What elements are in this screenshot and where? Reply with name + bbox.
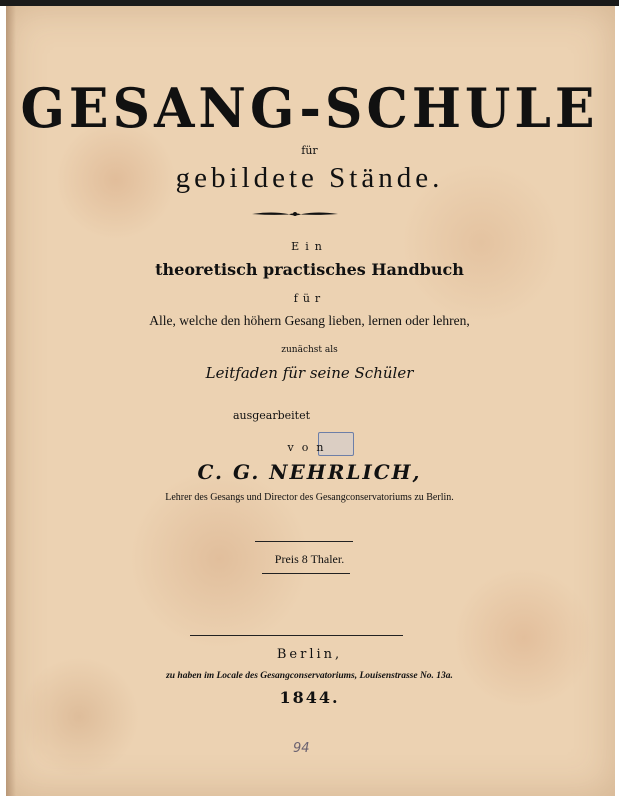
fuer-line-1: für (301, 144, 318, 157)
handbuch-line: theoretisch practisches Handbuch (155, 260, 464, 279)
year-line: 1844. (279, 688, 340, 707)
price-line: Preis 8 Thaler. (274, 552, 345, 566)
pencil-mark: 94 (293, 741, 310, 756)
zunaechst-line: zunächst als (281, 345, 338, 355)
von-line: von (287, 441, 332, 454)
author-name: C. G. NEHRLICH, (197, 460, 422, 484)
place-line: Berlin, (276, 647, 343, 662)
book-title: GESANG-SCHULE (20, 76, 599, 141)
price-rule-top (255, 541, 353, 542)
ein-line: Ein (291, 240, 328, 253)
audience-line: Alle, welche den höhern Gesang lieben, lernen oder lehren, (149, 313, 470, 328)
fuer-line-2: für (293, 292, 326, 305)
author-title: Lehrer des Gesangs und Director des Gesangconservatoriums zu Berlin. (165, 492, 454, 503)
publisher-line: zu haben im Locale des Gesangconservatoriums, Louisenstrasse No. 13a. (166, 671, 453, 681)
ornament-divider-icon (250, 210, 340, 218)
imprint-rule (190, 635, 403, 636)
price-rule-bottom (262, 573, 350, 574)
leitfaden-line: Leitfaden für seine Schüler (205, 364, 414, 382)
book-subtitle: gebildete Stände. (175, 162, 444, 194)
ausgearbeitet-line: ausgearbeitet (232, 409, 311, 422)
